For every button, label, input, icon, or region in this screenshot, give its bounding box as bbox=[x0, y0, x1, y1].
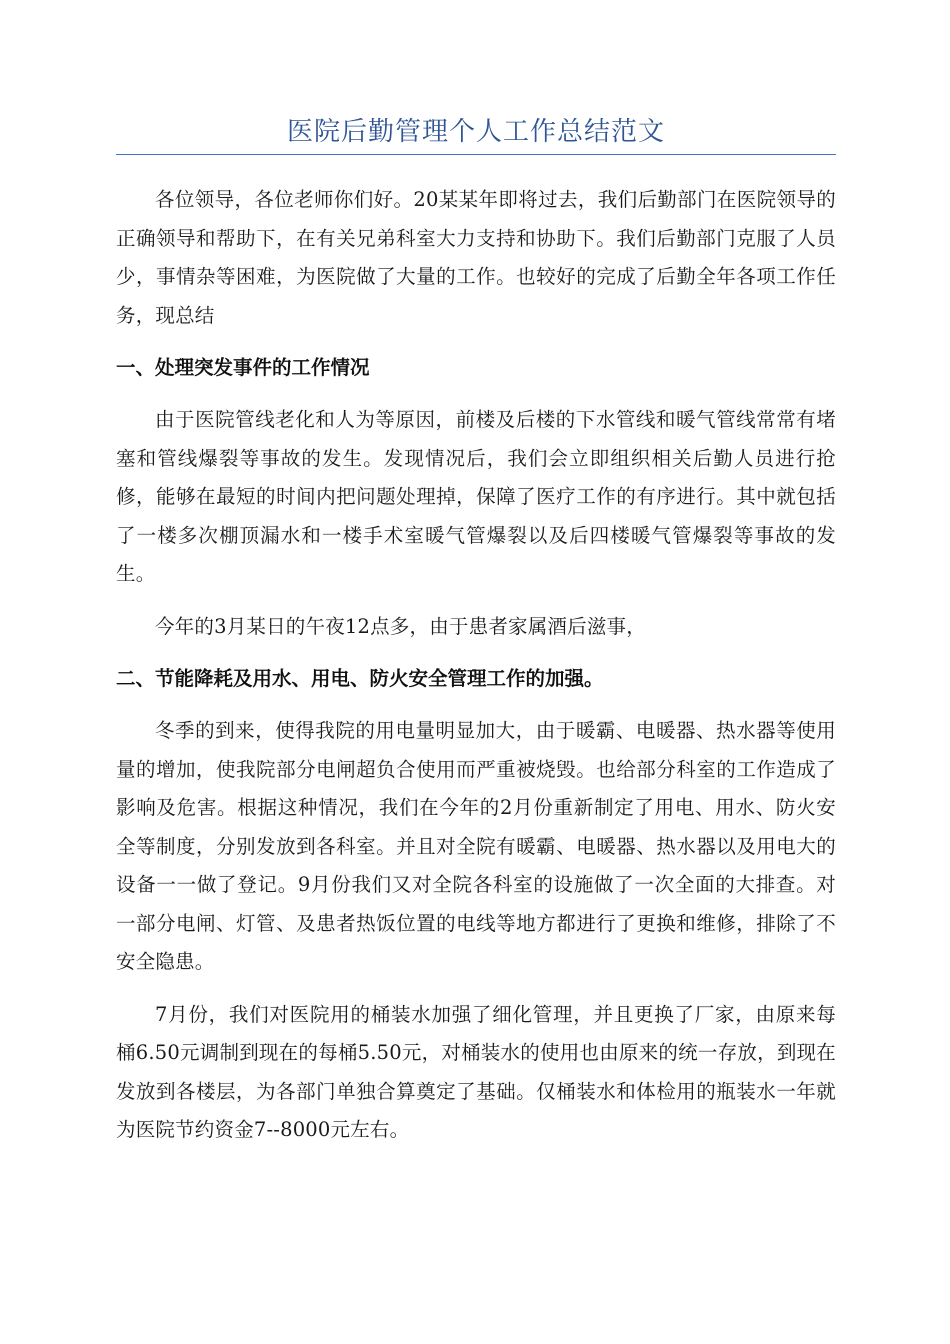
section-2 bbox=[116, 660, 836, 1150]
intro-paragraph: 各位领导，各位老师你们好。20某某年即将过去，我们后勤部门在医院领导的正确领导和帮助下，在有关兄弟科室大力支持和协助下。我们后勤部门克服了人员少，事情杂等困难，为医院做了大量的工作。也较好的完成了后勤全年各项工作任务，现总结 bbox=[116, 188, 836, 327]
section-1-heading: 一、处理突发事件的工作情况 bbox=[116, 356, 370, 379]
section-1 bbox=[116, 349, 836, 646]
section-2-paragraph-1: 冬季的到来，使得我院的用电量明显加大，由于暖霸、电暖器、热水器等使用量的增加，使我院部分电闸超负合使用而严重被烧毁。也给部分科室的工作造成了影响及危害。根据这种情况，我们在今年的2月份重新制定了用电、用水、防火安全等制度，分别发放到各科室。并且对全院有暖霸、电暖器、热水器以及用电大的设备一一做了登记。9月份我们又对全院各科室的设施做了一次全面的大排查。对一部分电闸、灯管、及患者热饭位置的电线等地方都进行了更换和维修，排除了不安全隐患。 bbox=[116, 719, 836, 973]
section-1-paragraph-1: 由于医院管线老化和人为等原因，前楼及后楼的下水管线和暖气管线常常有堵塞和管线爆裂等事故的发生。发现情况后，我们会立即组织相关后勤人员进行抢修，能够在最短的时间内把问题处理掉，保障了医疗工作的有序进行。其中就包括了一楼多次棚顶漏水和一楼手术室暖气管爆裂以及后四楼暖气管爆裂等事故的发生。 bbox=[116, 408, 836, 585]
section-2-heading: 二、节能降耗及用水、用电、防火安全管理工作的加强。 bbox=[116, 667, 604, 690]
section-1-paragraph-2: 今年的3月某日的午夜12点多，由于患者家属酒后滋事， bbox=[155, 614, 646, 638]
document-title: 医院后勤管理个人工作总结范文 bbox=[116, 112, 836, 155]
section-2-paragraph-2: 7月份，我们对医院用的桶装水加强了细化管理，并且更换了厂家，由原来每桶6.50元调制到现在的每桶5.50元，对桶装水的使用也由原来的统一存放，到现在发放到各楼层，为各部门单独合算奠定了基础。仅桶装水和体检用的瓶装水一年就为医院节约资金7--8000元左右。 bbox=[116, 1002, 836, 1141]
document-page bbox=[116, 112, 836, 1164]
